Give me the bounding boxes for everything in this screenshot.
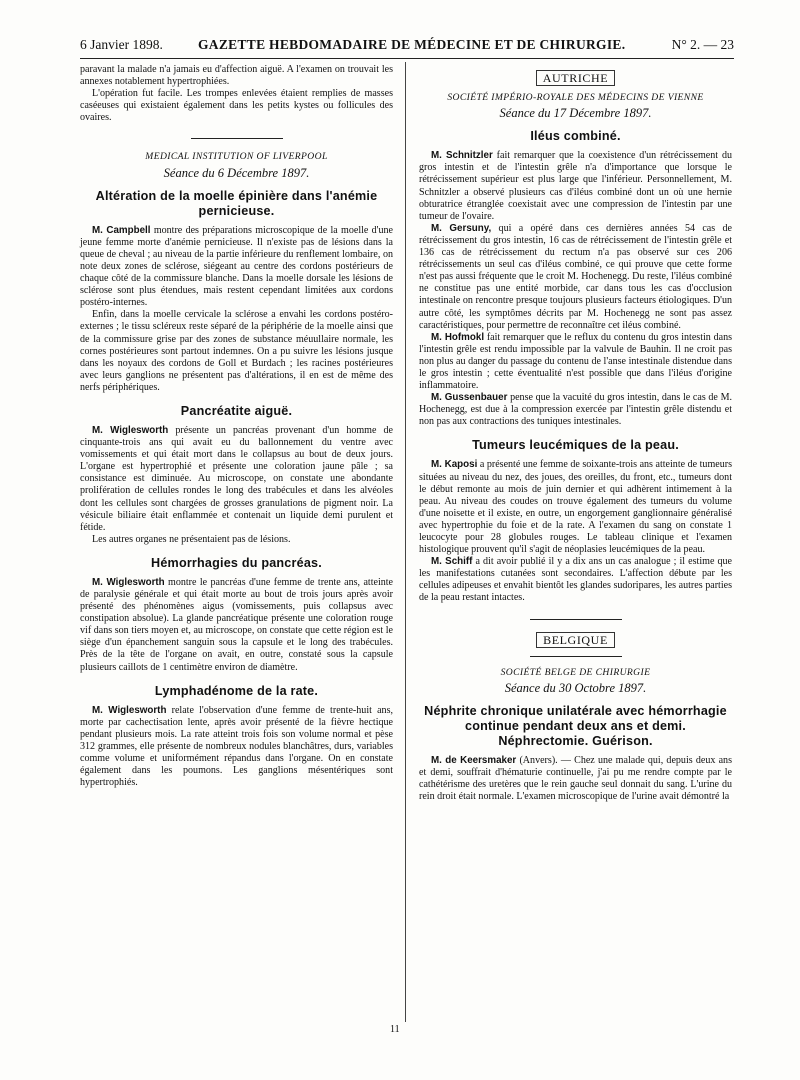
speaker-name: M. Kaposi — [431, 459, 478, 471]
article-title: Pancréatite aiguë. — [180, 403, 293, 418]
issue-date: 6 Janvier 1898. — [80, 37, 163, 52]
speaker-name: M. Wiglesworth — [92, 424, 169, 436]
running-header — [80, 37, 734, 55]
article-paragraph: M. Schnitzler fait remarquer que la coexistence d'un rétrécissement du gros intestin et de l'intestin grêle n'a d'importance que lorsque le rétrécissement supérieur est plus large que l'inférieur. Personnellement, M. Schnitzler a observé plusieurs cas d'iléus combiné dont un où une hernie obturatrice étranglée coexistait avec une compression de l'intestin par une tumeur de l'ovaire. — [419, 150, 732, 222]
article-paragraph: M. Wiglesworth relate l'observation d'une femme de trente-huit ans, morte par cachectisation lente, après avoir présenté de la fièvre hectique pendant plusieurs mois. La rate atteint trois fois son volume normal et pèse 312 grammes, elle présente de nombreux nodules blanchâtres, durs, variables comme volume et uniformément répandus dans l'organe. On en constate également dans les poumons. Les ganglions mésentériques sont hypertrophiés. — [80, 704, 393, 789]
session-date: Séance du 6 Décembre 1897. — [163, 165, 310, 180]
article-paragraph: M. Hofmokl fait remarquer que le reflux du contenu du gros intestin dans l'intestin grêle est rendu impossible par la valvule de Bauhin. Il ne croit pas non plus au danger du passage du contenu de l'anse intestinale distendue dans le gros intestin ; cette éventualité n'est possible que dans l'iléus d'origine inflammatoire. — [419, 331, 732, 392]
article-title: Néphrite chronique unilatérale avec hémorrhagie continue pendant deux ans et demi. Néphrectomie. Guérison. — [424, 703, 727, 748]
article-paragraph: Les autres organes ne présentaient pas de lésions. — [92, 533, 291, 545]
header-rule — [80, 58, 734, 59]
section-divider — [191, 138, 283, 139]
speaker-name: M. Hofmokl — [431, 331, 485, 343]
section-divider — [530, 619, 622, 620]
society-name: SOCIÉTÉ BELGE DE CHIRURGIE — [500, 666, 651, 678]
left-column — [80, 64, 393, 789]
right-column — [419, 64, 732, 803]
article-title: Hémorrhagies du pancréas. — [151, 555, 322, 570]
article-paragraph: M. Campbell montre des préparations microscopique de la moelle d'une jeune femme morte d'anémie pernicieuse. Il n'existe pas de lésions dans la queue de cheval ; au niveau de la partie inférieure du renflement lombaire, on note deux zones de sclérose, siégeant au centre des cordons postérieurs de chaque côté de la commissure blanche. Dans la moelle dorsale les lésions de sclérose sont plus étendues, mais restent cependant limitées aux cordons postéro-internes. — [80, 224, 394, 309]
journal-title: GAZETTE HEBDOMADAIRE DE MÉDECINE ET DE CHIRURGIE. — [198, 37, 626, 52]
society-name: MEDICAL INSTITUTION OF LIVERPOOL — [145, 151, 328, 163]
printer-signature: 11 — [390, 1024, 400, 1035]
society-name: SOCIÉTÉ IMPÉRIO-ROYALE DES MÉDECINS DE VIENNE — [447, 92, 704, 104]
article-paragraph: M. Gersuny, qui a opéré dans ces dernières années 54 cas de rétrécissement du gros intestin, 16 cas de rétrécissement de l'intestin grêle et 136 cas de rétrécissement du rectum n'a pas observé sur ces 206 rétrécissements un seul cas d'iléus combiné, ce qui prouve que cette forme n'est pas aussi fréquente que le croit M. Hochenegg. Du reste, l'iléus combiné ne constitue pas une entité morbide, car dans tous les cas d'occlusion intestinale on rencontre presque toujours plusieurs facteurs étiologiques. D'un autre côté, les symptômes décrits par M. Hochenegg ne sont pas assez caractéristiques, pour permettre de reconnaître cet iléus combiné. — [419, 222, 733, 331]
column-divider — [405, 62, 406, 1022]
article-title: Tumeurs leucémiques de la peau. — [472, 438, 679, 453]
article-paragraph: M. Kaposi a présenté une femme de soixante-trois ans atteinte de tumeurs situées au niveau du nez, des joues, des oreilles, du front, etc., tumeurs dont le début remonte au mois de juin dernier et qui adhèrent intimement à la peau. Au niveau des coudes on trouve également des tumeurs du volume d'une noisette et il existe, en outre, un engorgement ganglionnaire généralisé avec hypertrophie du foie et de la rate. A l'examen du sang on constate 1 leucocyte pour 28 globules rouges. Le tableau clinique et l'examen histologique prouvent qu'il s'agit de néoplasies leucémiques de la peau. — [419, 459, 732, 556]
session-date: Séance du 17 Décembre 1897. — [499, 106, 652, 121]
article-paragraph: Enfin, dans la moelle cervicale la sclérose a envahi les cordons postéro-externes ; le tissu scléreux reste séparé de la périphérie de la moelle ainsi que de la commissure grise par des zones de substance méuullaire normale, les cornes postérieures sont partout indemnes. On a pu suivre les lésions jusque dans les noyaux des cordons de Goll et Burdach ; les racines postérieures avec leurs ganglions ne présentent pas d'altérations, il en est de même des nerfs périphériques. — [80, 309, 393, 393]
speaker-name: M. de Keersmaker — [431, 754, 517, 766]
section-divider — [530, 656, 622, 657]
speaker-name: M. Campbell — [92, 224, 151, 236]
article-title: Altération de la moelle épinière dans l'anémie pernicieuse. — [95, 188, 378, 218]
article-title: Iléus combiné. — [530, 129, 621, 144]
country-heading: BELGIQUE — [419, 632, 732, 648]
speaker-name: M. Schiff — [431, 556, 473, 568]
speaker-name: M. Wiglesworth — [92, 576, 165, 588]
article-paragraph: M. Wiglesworth montre le pancréas d'une femme de trente ans, atteinte de paralysie générale et qui était morte au bout de trois jours après avoir présenté des phénomènes aigus (vomissements, puis collapsus avec constipation absolue). La glande pancréatique présente une coloration rouge vif dans son tiers moyen et, au microscope, on constate que cette région est le siège d'un épanchement sanguin sous la capsule et le long des trabécules. Près de la tête de l'organe on avait, en outre, constaté sous la capsule plusieurs caillots de 1 centimètre environ de diamètre. — [80, 576, 394, 673]
speaker-name: M. Gersuny, — [431, 222, 492, 234]
intro-paragraph: paravant la malade n'a jamais eu d'affection aiguë. A l'examen on trouvait les annexes notablement hypertrophiées. — [80, 64, 393, 88]
article-paragraph: M. de Keersmaker (Anvers). — Chez une malade qui, depuis deux ans et demi, souffrait d'hématurie continuelle, j'ai pu me rendre compte par le cathétérisme des uretères que le rein gauche seul donnait du sang. L'urine du rein droit était normale. L'examen microscopique de l'urine avait démontré la — [419, 754, 732, 803]
speaker-name: M. Schnitzler — [431, 150, 493, 162]
article-paragraph: M. Schiff a dit avoir publié il y a dix ans un cas analogue ; il estime que les manifestations cutanées sont secondaires. L'affection débute par les cellules adipeuses et envahit bientôt les glandes sudoripares, les autres parties de la peau restant intactes. — [419, 556, 732, 604]
country-heading: AUTRICHE — [419, 70, 732, 86]
article-title: Lymphadénome de la rate. — [154, 683, 319, 698]
speaker-name: M. Wiglesworth — [92, 704, 167, 716]
article-paragraph: M. Wiglesworth présente un pancréas provenant d'un homme de cinquante-trois ans qui avait eu du ballonnement du ventre avec vomissements et qui était mort dans le collapsus au bout de deux jours. L'organe est hypertrophié et présente une coloration jaune pâle ; sa consistance est diminuée. Au microscope, on constate une abondante prolifération de cellules rondes le long des trabécules et dans les alvéoles dont les cellules sont chargées de grosses granulations de pigment noir. La vésicule biliaire était enflammée et contenait un liquide demi purulent et fétide. — [80, 424, 393, 533]
article-paragraph: M. Gussenbauer pense que la vacuité du gros intestin, dans le cas de M. Hochenegg, est due à la compression exercée par l'intestin grêle distendu et non pas aux contractions des tuniques intestinales. — [419, 392, 733, 428]
intro-paragraph: L'opération fut facile. Les trompes enlevées étaient remplies de masses caséeuses qui existaient également dans les petits kystes ou follicules des ovaires. — [80, 88, 393, 124]
speaker-name: M. Gussenbauer — [431, 392, 508, 404]
page-number: N° 2. — 23 — [671, 37, 734, 52]
session-date: Séance du 30 Octobre 1897. — [504, 680, 647, 695]
